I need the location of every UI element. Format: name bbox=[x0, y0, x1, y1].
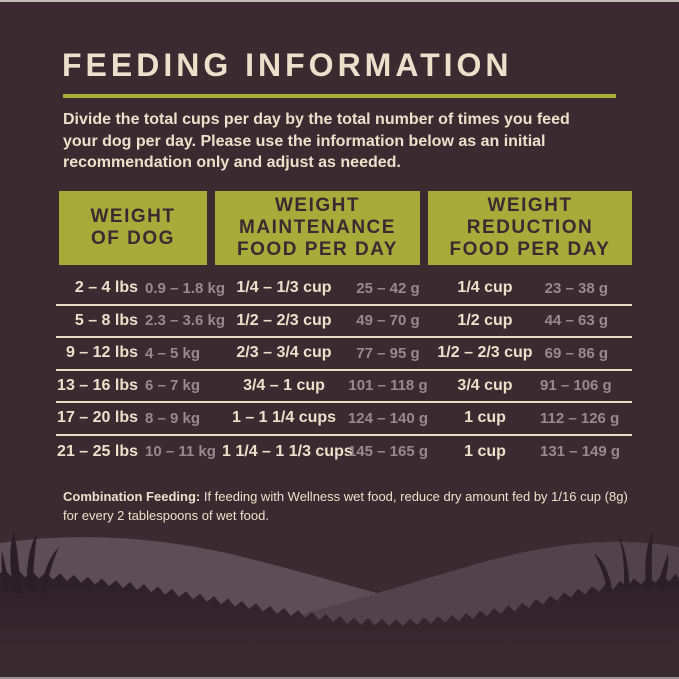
maintenance-grams: 124 – 140 g bbox=[347, 409, 429, 427]
reduction-cups: 1/2 – 2/3 cup bbox=[437, 344, 533, 362]
weight-kg: 0.9 – 1.8 kg bbox=[145, 279, 226, 297]
reduction-cups: 3/4 cup bbox=[457, 376, 513, 394]
feeding-table bbox=[56, 273, 632, 468]
intro-line: your dog per day. Please use the information below as an initial bbox=[63, 132, 546, 150]
weight-lbs: 21 – 25 lbs bbox=[57, 442, 138, 460]
weight-lbs: 17 – 20 lbs bbox=[57, 409, 138, 427]
weight-lbs: 5 – 8 lbs bbox=[74, 311, 138, 329]
header-line: REDUCTION bbox=[466, 217, 594, 238]
reduction-cups: 1/4 cup bbox=[457, 279, 513, 297]
header-weight-of-dog bbox=[59, 191, 207, 265]
reduction-grams: 91 – 106 g bbox=[540, 377, 612, 395]
maintenance-grams: 77 – 95 g bbox=[356, 344, 420, 362]
weight-lbs: 9 – 12 lbs bbox=[65, 344, 138, 362]
reduction-cups: 1 cup bbox=[464, 442, 506, 460]
reduction-grams: 44 – 63 g bbox=[544, 312, 608, 330]
intro-line: recommendation only and adjust as needed. bbox=[63, 154, 401, 171]
header-weight-maintenance bbox=[215, 191, 420, 265]
intro-text bbox=[63, 109, 570, 174]
reduction-grams: 23 – 38 g bbox=[544, 279, 608, 297]
maintenance-cups: 2/3 – 3/4 cup bbox=[236, 344, 332, 362]
header-line: MAINTENANCE bbox=[239, 217, 396, 238]
maintenance-grams: 145 – 165 g bbox=[347, 443, 429, 461]
page-title: FEEDING INFORMATION bbox=[62, 47, 513, 83]
maintenance-grams: 101 – 118 g bbox=[348, 377, 428, 395]
header-weight-reduction bbox=[428, 191, 632, 265]
header-line: FOOD PER DAY bbox=[449, 239, 611, 260]
weight-kg: 2.3 – 3.6 kg bbox=[145, 312, 226, 330]
weight-kg: 10 – 11 kg bbox=[145, 443, 216, 461]
table-header-row bbox=[59, 191, 632, 265]
title-divider-rule bbox=[63, 94, 616, 98]
table-row bbox=[56, 338, 632, 371]
weight-lbs: 2 – 4 lbs bbox=[74, 279, 138, 297]
weight-kg: 8 – 9 kg bbox=[145, 409, 201, 427]
reduction-cups: 1/2 cup bbox=[457, 311, 513, 329]
table-row bbox=[56, 371, 632, 404]
table-row bbox=[56, 436, 632, 469]
maintenance-cups: 1 – 1 1/4 cups bbox=[231, 409, 337, 427]
header-line: WEIGHT bbox=[275, 195, 360, 216]
table-row bbox=[56, 306, 632, 339]
maintenance-cups: 1 1/4 – 1 1/3 cups bbox=[222, 442, 353, 460]
reduction-grams: 69 – 86 g bbox=[544, 344, 608, 362]
header-line: WEIGHT bbox=[487, 195, 573, 216]
weight-kg: 6 – 7 kg bbox=[145, 377, 201, 395]
intro-line: Divide the total cups per day by the total number of times you feed bbox=[63, 111, 570, 128]
header-line: WEIGHT bbox=[90, 206, 176, 227]
reduction-cups: 1 cup bbox=[464, 409, 506, 427]
weight-lbs: 13 – 16 lbs bbox=[57, 376, 138, 394]
reduction-grams: 112 – 126 g bbox=[540, 409, 620, 427]
note-body: If feeding with Wellness wet food, reduce dry amount fed by 1/16 cup (8g) for every 2 tablespoons of wet food. bbox=[63, 489, 628, 523]
maintenance-cups: 1/2 – 2/3 cup bbox=[236, 311, 332, 329]
weight-kg: 4 – 5 kg bbox=[145, 344, 201, 362]
table-row bbox=[56, 403, 632, 436]
combination-feeding-note bbox=[63, 487, 635, 525]
top-edge-sliver bbox=[0, 0, 679, 2]
hills-grass-illustration bbox=[0, 527, 679, 679]
reduction-grams: 131 – 149 g bbox=[540, 443, 621, 461]
note-label: Combination Feeding: bbox=[63, 489, 201, 504]
maintenance-cups: 3/4 – 1 cup bbox=[243, 376, 325, 394]
table-row bbox=[56, 273, 632, 306]
maintenance-cups: 1/4 – 1/3 cup bbox=[236, 279, 332, 297]
header-line: FOOD PER DAY bbox=[237, 239, 398, 260]
maintenance-grams: 49 – 70 g bbox=[356, 312, 420, 330]
maintenance-grams: 25 – 42 g bbox=[356, 279, 420, 297]
header-line: OF DOG bbox=[91, 228, 175, 249]
